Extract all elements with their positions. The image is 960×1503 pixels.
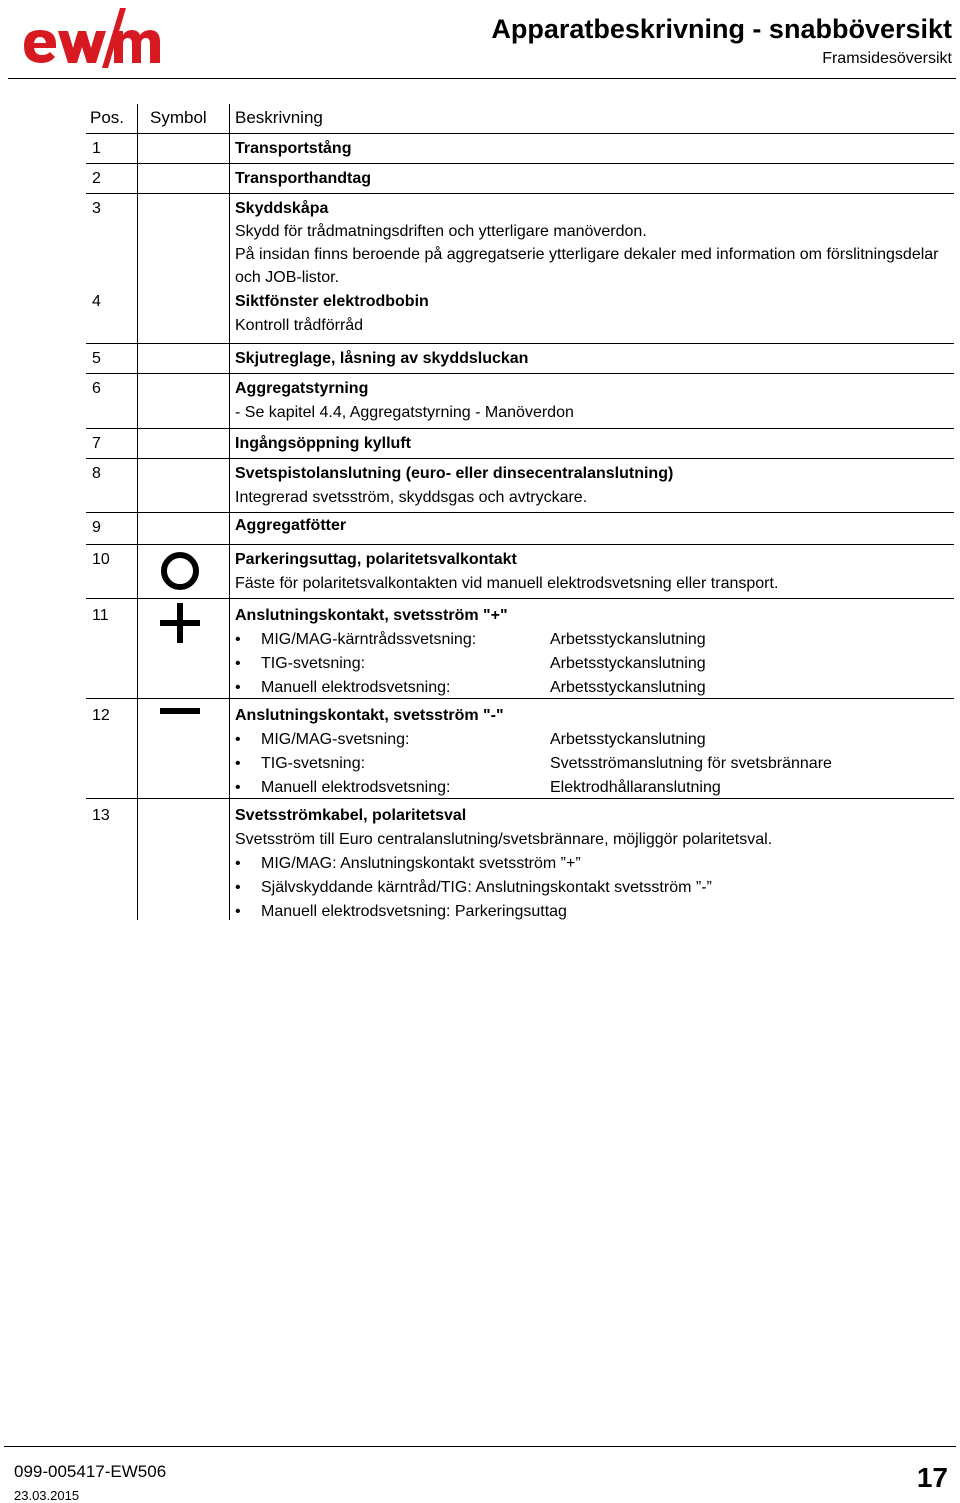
row-title: Transportstång: [235, 140, 352, 157]
row-pos: 9: [86, 513, 138, 544]
row-symbol: [138, 374, 230, 428]
footer-divider: [4, 1446, 956, 1447]
table-row: [86, 599, 954, 699]
table-row: [86, 799, 954, 920]
row-title: Aggregatfötter: [235, 517, 347, 534]
row-text: Fäste för polaritetsvalkontakten vid manuell elektrodsvetsning eller transport.: [235, 575, 779, 592]
bullet-item: • Manuell elektrodsvetsning: Parkeringsuttag: [235, 903, 567, 920]
bullet-item: • MIG/MAG-kärntrådssvetsning: Arbetsstyckanslutning: [235, 631, 706, 648]
row-title: Anslutningskontakt, svetsström "-": [235, 707, 504, 724]
row-symbol: [138, 194, 230, 290]
row-symbol: [138, 513, 230, 544]
row-title: Transporthandtag: [235, 170, 372, 187]
row-pos: 5: [86, 344, 138, 373]
row-title: Siktfönster elektrodbobin: [235, 293, 429, 310]
row-symbol: [138, 459, 230, 512]
document-number: 099-005417-EW506: [14, 1462, 167, 1481]
row-symbol: [138, 290, 230, 343]
circle-symbol-icon: [158, 549, 202, 593]
table-row: [86, 164, 954, 194]
table-row: [86, 344, 954, 374]
row-symbol: [138, 134, 230, 163]
column-header-symbol: Symbol: [138, 104, 230, 133]
row-pos: 2: [86, 164, 138, 193]
row-title: Aggregatstyrning: [235, 380, 369, 397]
row-title: Svetsströmkabel, polaritetsval: [235, 807, 467, 824]
page-subtitle: Framsidesöversikt: [822, 50, 952, 67]
row-pos: 12: [86, 699, 138, 798]
row-title: Parkeringsuttag, polaritetsvalkontakt: [235, 551, 517, 568]
row-symbol: [138, 799, 230, 920]
row-title: Ingångsöppning kylluft: [235, 435, 411, 452]
row-text: Integrerad svetsström, skyddsgas och avtryckare.: [235, 489, 588, 506]
table-header-row: [86, 104, 954, 134]
document-date: 23.03.2015: [14, 1488, 80, 1503]
row-pos: 10: [86, 545, 138, 598]
header-divider: [8, 78, 956, 79]
table-row: [86, 194, 954, 290]
column-header-description: Beskrivning: [235, 108, 323, 127]
row-pos: 7: [86, 429, 138, 458]
bullet-item: • Manuell elektrodsvetsning: Arbetsstyckanslutning: [235, 679, 706, 696]
row-symbol: [138, 344, 230, 373]
bullet-item: • Manuell elektrodsvetsning: Elektrodhållaranslutning: [235, 779, 721, 796]
row-pos: 4: [86, 290, 138, 343]
row-symbol: [138, 545, 230, 598]
row-pos: 11: [86, 599, 138, 698]
row-text: Svetsström till Euro centralanslutning/svetsbrännare, möjliggör polaritetsval.: [235, 831, 773, 848]
column-header-pos: Pos.: [86, 104, 138, 133]
row-title: Skjutreglage, låsning av skyddsluckan: [235, 350, 529, 367]
bullet-item: • TIG-svetsning: Svetsströmanslutning för svetsbrännare: [235, 755, 832, 772]
row-text: Skydd för trådmatningsdriften och ytterligare manöverdon.: [235, 223, 647, 240]
table-row: [86, 290, 954, 344]
table-row: [86, 429, 954, 459]
row-pos: 8: [86, 459, 138, 512]
table-row: [86, 513, 954, 545]
row-pos: 1: [86, 134, 138, 163]
row-symbol: [138, 699, 230, 798]
table-row: [86, 459, 954, 513]
plus-symbol-icon: [158, 601, 202, 645]
row-symbol: [138, 599, 230, 698]
page-title: Apparatbeskrivning - snabböversikt: [491, 14, 952, 44]
table-row: [86, 545, 954, 599]
row-text: - Se kapitel 4.4, Aggregatstyrning - Manöverdon: [235, 404, 574, 421]
row-pos: 3: [86, 194, 138, 290]
row-pos: 6: [86, 374, 138, 428]
bullet-item: • Självskyddande kärntråd/TIG: Anslutningskontakt svetsström ”-”: [235, 879, 712, 896]
row-text: På insidan finns beroende på aggregatserie ytterligare dekaler med information om förslitningsdelar och JOB-listor.: [235, 246, 939, 286]
row-title: Anslutningskontakt, svetsström "+": [235, 607, 508, 624]
row-symbol: [138, 164, 230, 193]
row-symbol: [138, 429, 230, 458]
page-number: 17: [916, 1462, 948, 1493]
bullet-item: • MIG/MAG-svetsning: Arbetsstyckanslutning: [235, 731, 706, 748]
table-row: [86, 134, 954, 164]
component-table: [86, 104, 954, 920]
row-text: Kontroll trådförråd: [235, 317, 364, 334]
minus-symbol-icon: [158, 689, 202, 733]
table-row: [86, 374, 954, 429]
ewm-logo: [22, 6, 162, 70]
row-title: Svetspistolanslutning (euro- eller dinsecentralanslutning): [235, 465, 674, 482]
table-row: [86, 699, 954, 799]
bullet-item: • MIG/MAG: Anslutningskontakt svetsström ”+”: [235, 855, 581, 872]
row-pos: 13: [86, 799, 138, 920]
bullet-item: • TIG-svetsning: Arbetsstyckanslutning: [235, 655, 706, 672]
row-title: Skyddskåpa: [235, 200, 329, 217]
